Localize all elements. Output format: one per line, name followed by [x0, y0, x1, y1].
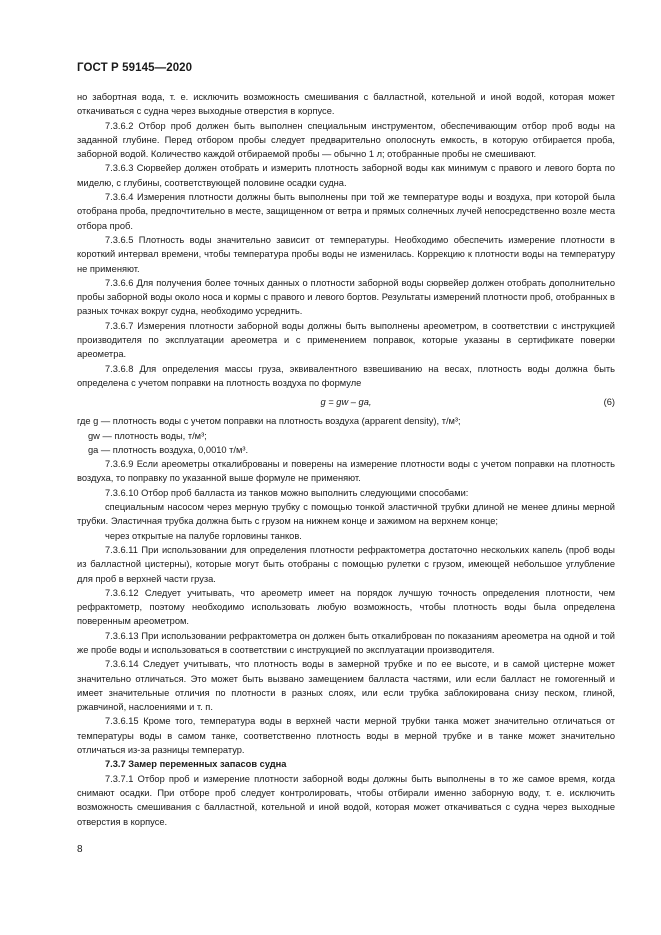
- section-heading: 7.3.7 Замер переменных запасов судна: [105, 759, 287, 770]
- paragraph: 7.3.6.8 Для определения массы груза, эквивалентного взвешиванию на весах, плотность воды должна быть определена с учетом поправки на плотность воздуха по формуле: [77, 363, 615, 388]
- paragraph: 7.3.6.10 Отбор проб балласта из танков можно выполнить следующими способами:: [105, 487, 469, 498]
- paragraph: 7.3.6.3 Сюрвейер должен отобрать и измерить плотность заборной воды как минимум с правого и левого борта по миделю, с глубины, соответствующей половине осадки судна.: [77, 163, 615, 188]
- formula-number: (6): [603, 397, 615, 408]
- list-item: через открытые на палубе горловины танков.: [105, 530, 302, 541]
- formula-legend: gw — плотность воды, т/м³;: [88, 430, 207, 441]
- paragraph: 7.3.6.13 При использовании рефрактометра он должен быть откалиброван по показаниям ареометра на одной и той же пробе воды и использоваться в соответствии с инструкцией по эксплуатации производителя.: [77, 630, 615, 655]
- page-number: 8: [77, 844, 83, 855]
- list-item: специальным насосом через мерную трубку с помощью тонкой эластичной трубки длиной не менее длины мерной трубки. Эластичная трубка должна быть с грузом на нижнем конце и зажимом на верхнем конце;: [77, 502, 615, 527]
- paragraph: 7.3.6.6 Для получения более точных данных о плотности заборной воды сюрвейер должен отобрать дополнительно пробы заборной воды около носа и кормы с правого и левого бортов. Результаты измерений плотности проб, отобранных в разных точках вокруг судна, необходимо усреднить.: [77, 277, 615, 317]
- paragraph: 7.3.6.5 Плотность воды значительно зависит от температуры. Необходимо обеспечить измерение плотности в короткий интервал времени, чтобы температура пробы воды не изменилась. Коррекцию к плотности воды на температуру не применяют.: [77, 234, 615, 274]
- page-header: ГОСТ Р 59145—2020: [77, 62, 193, 74]
- formula-expression: g = gw – ga,: [320, 397, 372, 408]
- paragraph: 7.3.6.12 Следует учитывать, что ареометр имеет на порядок лучшую точность определения плотности, чем рефрактометр, поэтому необходимо использовать любую возможность, чтобы плотность воды была определена поверенным ареометром.: [77, 587, 615, 627]
- paragraph: 7.3.6.14 Следует учитывать, что плотность воды в замерной трубке и по ее высоте, и в самой цистерне может значительно отличаться. Это может быть вызвано замещением балласта частями, или если балласт не гомогенный и имеет значительные отличия по плотности в разных слоях, или если трубка заблокирована снизу песком, глиной, ржавчиной, наслоениями и т. п.: [77, 659, 615, 713]
- formula-legend: где g — плотность воды с учетом поправки на плотность воздуха (apparent density), т/м³;: [77, 416, 461, 427]
- formula: [77, 394, 615, 410]
- paragraph: но забортная вода, т. е. исключить возможность смешивания с балластной, котельной и иной водой, которая может откачиваться с судна через выходные отверстия в корпусе.: [77, 92, 615, 117]
- document-body: [77, 90, 615, 829]
- paragraph: 7.3.6.2 Отбор проб должен быть выполнен специальным инструментом, обеспечивающим отбор проб воды на заданной глубине. Перед отбором пробы следует предварительно ополоснуть емкость, в которую отбирается проба, заборной водой. Количество каждой отбираемой пробы — обычно 1 л; отобранные пробы не смешивают.: [77, 120, 615, 160]
- paragraph: 7.3.6.4 Измерения плотности должны быть выполнены при той же температуре воды и воздуха, при которой была отобрана проба, предпочтительно в месте, защищенном от ветра и прямых солнечных лучей непосредственно возле места отбора проб.: [77, 192, 615, 231]
- paragraph: 7.3.6.9 Если ареометры откалиброваны и поверены на измерение плотности воды с учетом поправки на плотность воздуха, то поправку по указанной выше формуле не применяют.: [77, 459, 615, 484]
- paragraph: 7.3.6.7 Измерения плотности заборной воды должны быть выполнены ареометром, в соответствии с инструкцией производителя по эксплуатации ареометра и с применением поправок, которые указаны в сертификате поверки ареометра.: [77, 320, 615, 360]
- paragraph: 7.3.7.1 Отбор проб и измерение плотности заборной воды должны быть выполнены в то же самое время, когда снимают осадки. При отборе проб следует контролировать, чтобы отбирали именно заборную воду, т. е. исключить возможность смешивания с балластной, котельной и иной водой, которая может откачиваться с судна через выходные отверстия в корпусе.: [77, 773, 615, 827]
- formula-legend: ga — плотность воздуха, 0,0010 т/м³.: [88, 444, 249, 455]
- paragraph: 7.3.6.15 Кроме того, температура воды в верхней части мерной трубки танка может значительно отличаться от температуры воды в самом танке, соответственно плотность воды в мерной трубке и в танке может значительно отличаться из-за разницы температур.: [77, 716, 615, 756]
- paragraph: 7.3.6.11 При использовании для определения плотности рефрактометра достаточно нескольких капель (проб воды из балластной цистерны), которые могут быть отобраны с помощью рулетки с грузом, имеющей небольшое углубление для проб в верхней части груза.: [77, 544, 615, 584]
